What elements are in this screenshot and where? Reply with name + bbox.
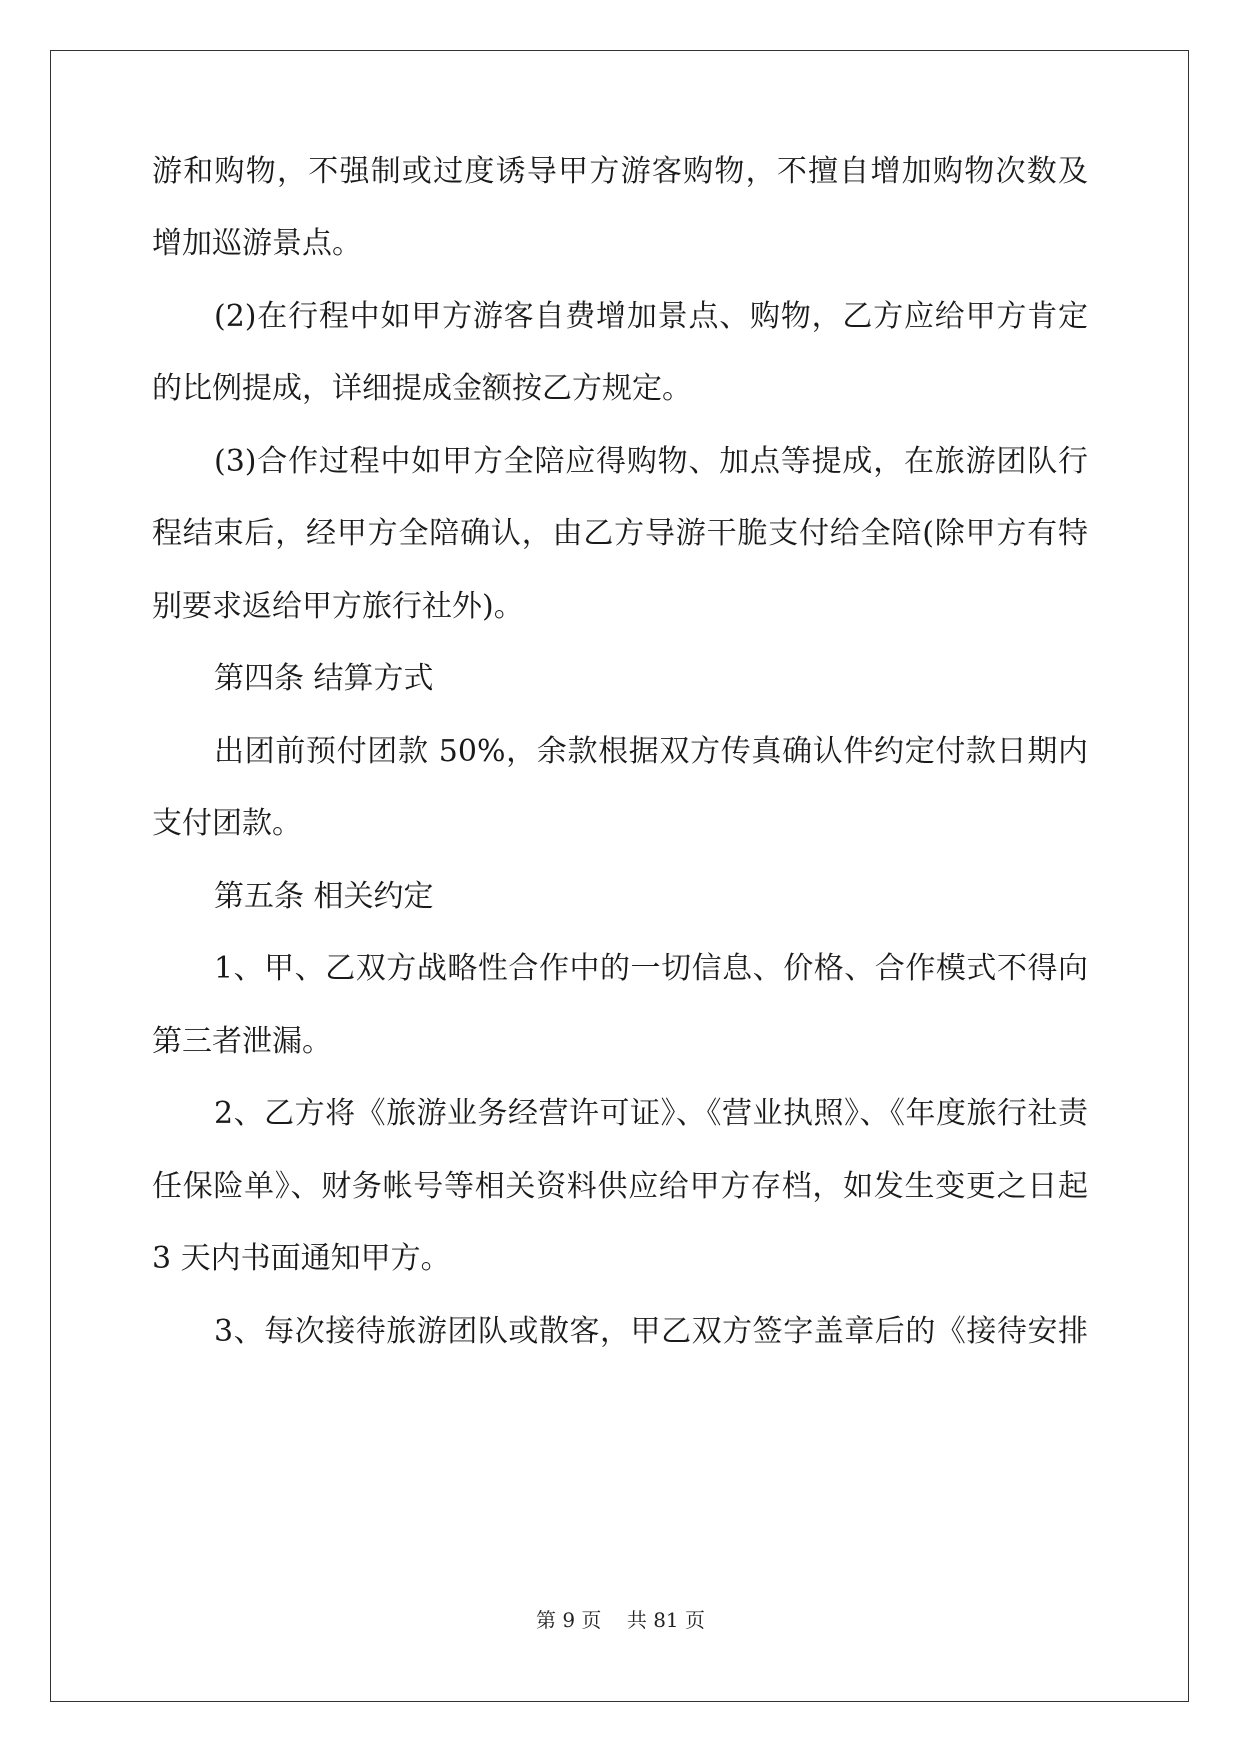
page-number: 第 9 页 共 81 页 [535, 1608, 706, 1632]
text-line: 的比例提成，详细提成金额按乙方规定。 [152, 371, 692, 406]
text-line: 游和购物，不强制或过度诱导甲方游客购物，不擅自增加购物次数及 [152, 154, 1088, 189]
text-line: 增加巡游景点。 [152, 226, 362, 261]
text-line: (2)在行程中如甲方游客自费增加景点、购物，乙方应给甲方肯定 [214, 299, 1088, 334]
text-line: 程结束后，经甲方全陪确认，由乙方导游干脆支付给全陪(除甲方有特 [152, 516, 1088, 551]
text-line: 别要求返给甲方旅行社外)。 [152, 589, 524, 624]
text-line: 支付团款。 [152, 806, 302, 841]
text-line: 第三者泄漏。 [152, 1024, 332, 1059]
text-line: 1、甲、乙双方战略性合作中的一切信息、价格、合作模式不得向 [214, 951, 1088, 986]
text-line: 任保险单》、财务帐号等相关资料供应给甲方存档，如发生变更之日起 [152, 1169, 1088, 1204]
page-footer [0, 1606, 1241, 1634]
section-heading: 第四条 结算方式 [214, 661, 434, 696]
text-line: (3)合作过程中如甲方全陪应得购物、加点等提成，在旅游团队行 [214, 444, 1088, 479]
text-line: 2、乙方将《旅游业务经营许可证》、《营业执照》、《年度旅行社责 [214, 1096, 1088, 1131]
text-line: 出团前预付团款 50%，余款根据双方传真确认件约定付款日期内 [214, 734, 1088, 769]
text-line: 3 天内书面通知甲方。 [152, 1241, 451, 1276]
section-heading: 第五条 相关约定 [214, 879, 434, 914]
text-line: 3、每次接待旅游团队或散客，甲乙双方签字盖章后的《接待安排 [214, 1314, 1088, 1349]
